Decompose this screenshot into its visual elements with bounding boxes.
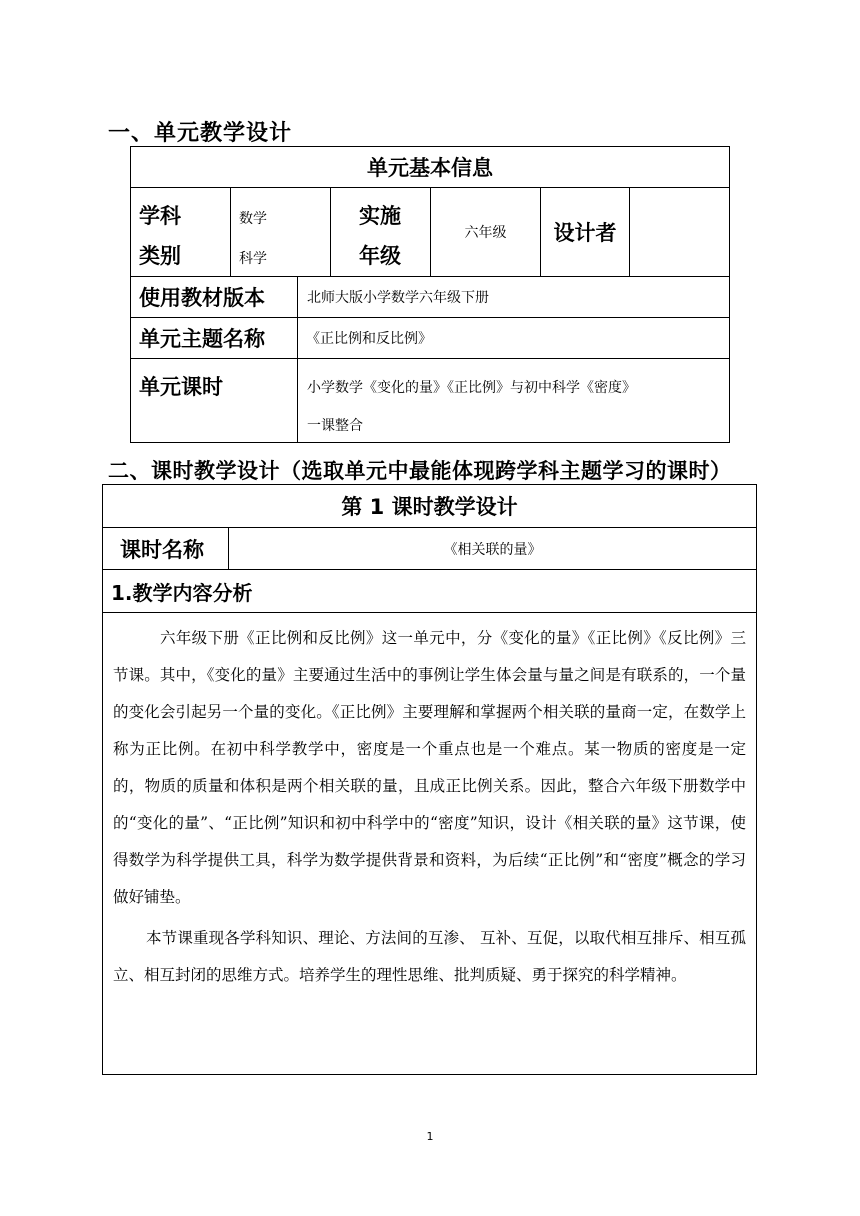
lesson-name-label: 课时名称 — [120, 537, 204, 562]
content-paragraph-1: 六年级下册《正比例和反比例》这一单元中，分《变化的量》《正比例》《反比例》三节课。其中，《变化的量》主要通过生活中的事例让学生体会量与量之间是有联系的，一个量的变化会引起另一个量的变化。《正比例》主要理解和掌握两个相关联的量商一定，在数学上称为正比例。在初中科学教学中，密度是一个重点也是一个难点。某一物质的密度是一定的，物质的质量和体积是两个相关联的量，且成正比例关系。因此，整合六年级下册数学中的“变化的量”、“正比例”知识和初中科学中的“密度”知识，设计《相关联的量》这节课，使得数学为科学提供工具，科学为数学提供背景和资料，为后续“正比例”和“密度”概念的学习做好铺垫。 — [113, 629, 746, 906]
lesson-name-value: 《相关联的量》 — [443, 541, 542, 558]
content-analysis-body — [102, 612, 757, 1075]
hours-value-line2: 一课整合 — [307, 418, 363, 434]
lesson-name-label-cell — [102, 527, 229, 570]
content-analysis-header-cell — [102, 569, 757, 613]
lesson-name-value-cell — [228, 527, 757, 570]
hours-label: 单元课时 — [139, 375, 223, 399]
designer-label: 设计者 — [553, 221, 617, 245]
grade-value: 六年级 — [464, 225, 507, 241]
subject-label-cell — [130, 187, 231, 277]
textbook-value: 北师大版小学数学六年级下册 — [307, 290, 489, 306]
textbook-label: 使用教材版本 — [139, 286, 265, 310]
subject-value-line1: 数学 — [239, 211, 267, 227]
subject-value-cell — [230, 187, 331, 277]
unit-table-title: 单元基本信息 — [130, 146, 730, 188]
textbook-value-cell — [297, 276, 730, 318]
page-number: 1 — [426, 1130, 434, 1143]
theme-label: 单元主题名称 — [139, 327, 265, 351]
hours-value-cell — [297, 358, 730, 443]
textbook-label-cell — [130, 276, 298, 318]
grade-value-cell — [430, 187, 541, 277]
section-heading-unit-design: 一、单元教学设计 — [108, 121, 293, 146]
unit-info-table — [130, 146, 730, 443]
theme-value-cell — [297, 317, 730, 359]
subject-label-line2: 类别 — [139, 244, 181, 268]
content-paragraph-2: 本节课重现各学科知识、理论、方法间的互渗、 互补、互促，以取代相互排斥、相互孤立、相互封闭的思维方式。培养学生的理性思维、批判质疑、勇于探究的科学精神。 — [113, 929, 746, 984]
subject-label-line1: 学科 — [139, 204, 181, 228]
theme-label-cell — [130, 317, 298, 359]
hours-value-line1: 小学数学《变化的量》《正比例》与初中科学《密度》 — [307, 380, 636, 396]
hours-label-cell — [130, 358, 298, 443]
grade-label-line2: 年级 — [359, 244, 401, 268]
theme-value: 《正比例和反比例》 — [306, 331, 432, 347]
lesson-design-table — [102, 484, 757, 1075]
section-heading-lesson-design: 二、课时教学设计（选取单元中最能体现跨学科主题学习的课时） — [108, 459, 732, 483]
grade-label-line1: 实施 — [359, 204, 401, 228]
content-analysis-title: 1.教学内容分析 — [111, 580, 253, 605]
designer-label-cell — [540, 187, 630, 277]
designer-value-cell — [629, 187, 730, 277]
subject-value-line2: 科学 — [239, 251, 267, 267]
lesson-table-title: 第 1 课时教学设计 — [102, 484, 757, 528]
grade-label-cell — [330, 187, 431, 277]
